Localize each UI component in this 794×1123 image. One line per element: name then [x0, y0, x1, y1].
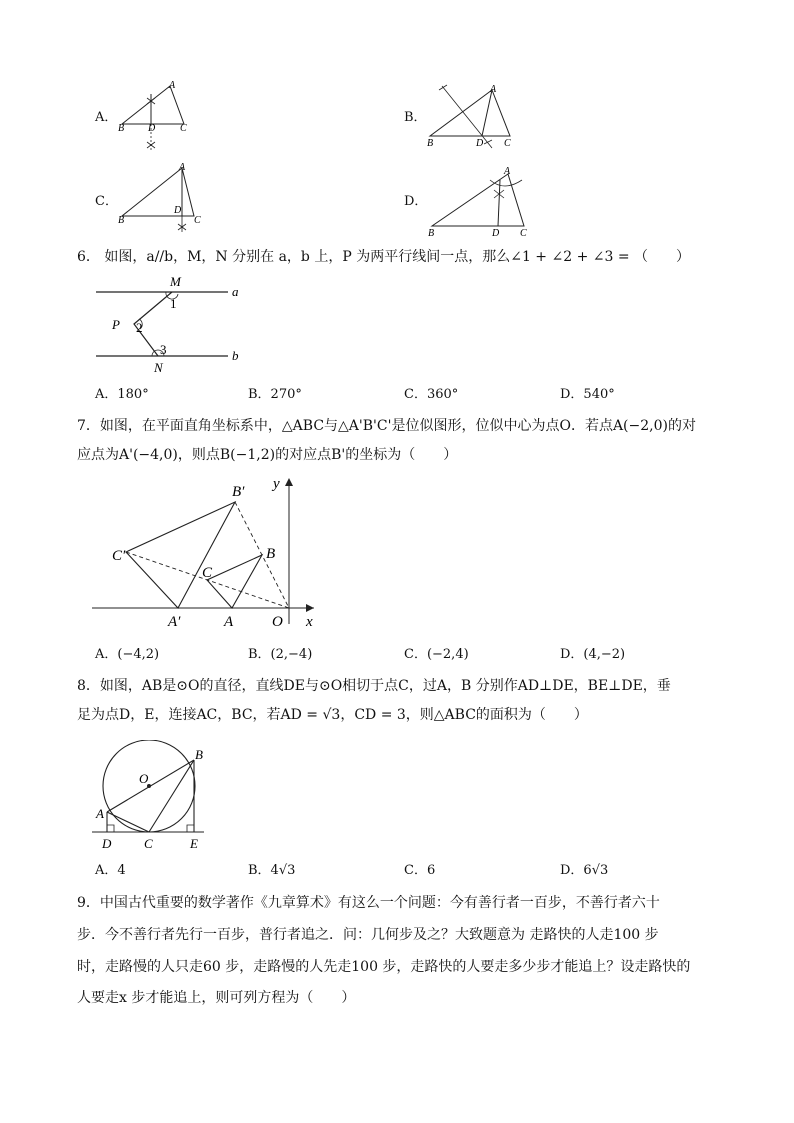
q5a-label-d: D	[148, 123, 156, 134]
q8-label-o: O	[139, 771, 149, 786]
q8-line2: 足为点D，E，连接AC，BC，若AD = √3，CD = 3，则△ABC的面积为（ ）	[77, 707, 588, 723]
q8-label-c: C	[144, 836, 153, 851]
q6-label-p: P	[112, 317, 120, 332]
q5d-label-b: B	[428, 228, 435, 239]
q8-option-c[interactable]: C．6	[404, 863, 436, 878]
q5b-label-a: A	[490, 84, 497, 95]
q6-label-n: N	[154, 360, 163, 375]
q8-option-d[interactable]: D．6√3	[560, 863, 609, 878]
q8-option-a[interactable]: A．4	[95, 863, 126, 878]
q5b-label-b: B	[427, 138, 434, 149]
q5a-label-c: C	[180, 123, 187, 134]
q7-figure	[92, 474, 328, 634]
q8-figure	[92, 740, 222, 856]
q5-option-d-letter[interactable]: D．	[404, 194, 428, 209]
q5b-label-c: C	[504, 138, 511, 149]
q7-line2: 应点为A'(−4,0)，则点B(−1,2)的对应点B'的坐标为（ ）	[77, 447, 458, 463]
q7-option-d[interactable]: D．(4,−2)	[560, 647, 626, 662]
q6-option-d[interactable]: D．540°	[560, 387, 615, 402]
q5d-label-c: C	[520, 228, 527, 239]
q8-option-b[interactable]: B．4√3	[248, 863, 296, 878]
q5-figure-b	[424, 80, 524, 152]
q5b-label-d: D	[476, 138, 484, 149]
q5d-label-a: A	[504, 166, 511, 177]
q8-label-d: D	[102, 836, 112, 851]
q5a-label-b: B	[118, 123, 125, 134]
q7-label-y: y	[273, 476, 280, 492]
q5c-label-b: B	[118, 215, 125, 226]
q6-option-c[interactable]: C．360°	[404, 387, 459, 402]
q9-line2: 步．今不善行者先行一百步，普行者追之．问：几何步及之？大致题意为 走路快的人走100 步	[77, 927, 659, 943]
q6-option-b[interactable]: B．270°	[248, 387, 302, 402]
q6-option-a[interactable]: A．180°	[95, 387, 149, 402]
q5d-label-d: D	[492, 228, 500, 239]
q5-figure-a	[118, 80, 198, 152]
q5-option-b-letter[interactable]: B．	[404, 110, 427, 125]
q5-option-a-letter[interactable]: A．	[95, 110, 118, 125]
q5c-label-d: D	[174, 205, 182, 216]
q6-figure	[92, 272, 252, 380]
q7-line1: 7．如图，在平面直角坐标系中，△ABC与△A'B'C'是位似图形，位似中心为点O．若点A(−2,0)的对	[77, 418, 696, 434]
q7-option-a[interactable]: A．(−4,2)	[95, 647, 160, 662]
q7-label-b: B	[266, 546, 276, 562]
q5-figure-d	[424, 162, 534, 240]
q6-label-m: M	[170, 274, 181, 289]
q6-label-1: 1	[170, 296, 177, 311]
q7-option-b[interactable]: B．(2,−4)	[248, 647, 313, 662]
q5c-label-a: A	[179, 162, 186, 173]
q7-label-b-prime: B′	[232, 484, 245, 500]
q7-label-c-prime: C′	[112, 548, 126, 564]
q7-label-x: x	[306, 614, 313, 630]
q7-label-a-prime: A′	[168, 614, 181, 630]
q8-line1: 8．如图，AB是⊙O的直径，直线DE与⊙O相切于点C，过A，B 分别作AD⊥DE，BE⊥DE，垂	[77, 678, 671, 694]
q6-label-2: 2	[136, 320, 143, 335]
q8-label-b: B	[195, 747, 203, 762]
q5a-label-a: A	[169, 80, 176, 91]
q6-label-3: 3	[160, 342, 167, 357]
q9-line3: 时，走路慢的人只走60 步，走路慢的人先走100 步，走路快的人要走多少步才能追上？设走路快的	[77, 959, 691, 975]
q6-stem: 6． 如图，a//b，M，N 分别在 a，b 上，P 为两平行线间一点，那么∠1 + ∠2 + ∠3 = （ ）	[77, 249, 691, 265]
q5-option-c-letter[interactable]: C．	[95, 194, 118, 209]
q7-label-o: O	[272, 614, 283, 630]
q5c-label-c: C	[194, 215, 201, 226]
q6-label-a: a	[232, 284, 239, 299]
q9-line1: 9．中国古代重要的数学著作《九章算术》有这么一个问题：今有善行者一百步，不善行者六十	[77, 895, 660, 911]
q7-option-c[interactable]: C．(−2,4)	[404, 647, 469, 662]
q9-line4: 人要走x 步才能追上，则可列方程为（ ）	[77, 990, 356, 1006]
q7-label-c: C	[202, 565, 213, 581]
q8-label-a: A	[96, 806, 104, 821]
q8-label-e: E	[190, 836, 198, 851]
q5-figure-c	[118, 162, 208, 234]
q7-label-a: A	[224, 614, 234, 630]
q6-label-b: b	[232, 348, 239, 363]
